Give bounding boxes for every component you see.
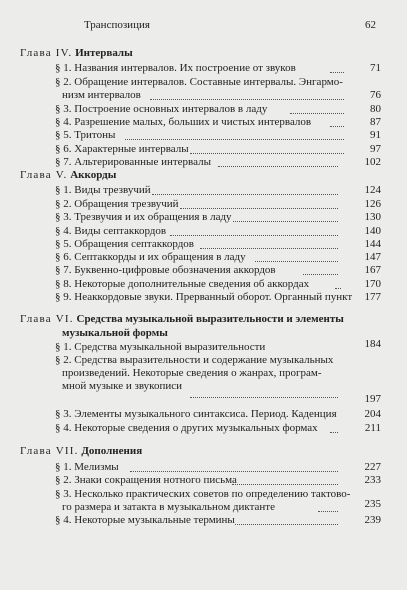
- toc-entry-page: 177: [364, 291, 381, 303]
- toc-entry-page: 144: [364, 238, 381, 250]
- chapter-label: Глава VII.: [20, 445, 79, 457]
- dot-leader: [125, 139, 344, 140]
- toc-entry-text: § 8. Некоторые дополнительные сведения об аккордах: [55, 278, 310, 290]
- chapter-7-heading: [20, 445, 142, 458]
- dot-leader: [330, 432, 338, 433]
- toc-entry-page: 235: [364, 498, 381, 510]
- dot-leader: [255, 261, 338, 262]
- dot-leader: [330, 126, 344, 127]
- toc-entry-text: § 2. Знаки сокращения нотного письма: [55, 474, 237, 486]
- toc-entry-page: 211: [364, 422, 381, 434]
- toc-entry-text: § 7. Альтерированные интервалы: [55, 156, 211, 168]
- dot-leader: [170, 235, 338, 236]
- dot-leader: [190, 153, 344, 154]
- toc-entry-page: 170: [364, 278, 381, 290]
- chapter-6-heading: [20, 313, 344, 326]
- chapter-title: Средства музыкальной выразительности и элементы: [76, 313, 344, 325]
- toc-entry-text: § 4. Некоторые музыкальные термины: [55, 514, 235, 526]
- toc-entry-page: 62: [365, 19, 376, 31]
- toc-entry-text: § 1. Виды трезвучий: [55, 184, 151, 196]
- toc-entry-text: произведений. Некоторые сведения о жанрах, програм-: [62, 367, 322, 379]
- toc-entry-text: § 7. Буквенно-цифровые обозначения аккордов: [55, 264, 276, 276]
- toc-entry-page: 124: [364, 184, 381, 196]
- toc-entry-text: низм интервалов: [62, 89, 141, 101]
- toc-entry-page: 233: [364, 474, 381, 486]
- toc-entry-text: § 2. Средства выразительности и содержание музыкальных: [55, 354, 334, 366]
- chapter-label: Глава V.: [20, 169, 68, 181]
- toc-entry-page: 87: [370, 116, 381, 128]
- toc-entry-text: § 1. Средства музыкальной выразительности: [55, 341, 266, 353]
- toc-entry-text: § 5. Обращения септаккордов: [55, 238, 194, 250]
- toc-entry-page: 97: [370, 143, 381, 155]
- toc-entry-text: § 6. Септаккорды и их обращения в ладу: [55, 251, 246, 263]
- dot-leader: [303, 274, 338, 275]
- dot-leader: [318, 511, 338, 512]
- dot-leader: [200, 248, 338, 249]
- toc-entry-text: го размера и затакта в музыкальном диктанте: [62, 501, 275, 513]
- toc-entry-text: § 3. Построение основных интервалов в ладу: [55, 103, 268, 115]
- chapter-4-heading: [20, 47, 133, 60]
- toc-entry-page: 239: [364, 514, 381, 526]
- dot-leader: [190, 397, 338, 398]
- toc-entry-page: 147: [364, 251, 381, 263]
- toc-entry-text: § 4. Виды септаккордов: [55, 225, 167, 237]
- toc-entry-page: 102: [364, 156, 381, 168]
- dot-leader: [152, 194, 338, 195]
- toc-entry-text: § 3. Элементы музыкального синтаксиса. Период. Каденция: [55, 408, 337, 420]
- toc-entry-text: § 4. Некоторые сведения о других музыкальных формах: [55, 422, 318, 434]
- dot-leader: [330, 72, 344, 73]
- toc-entry-page: 91: [370, 129, 381, 141]
- dot-leader: [233, 221, 338, 222]
- chapter-title-continued: музыкальной формы: [62, 327, 168, 339]
- chapter-6-heading-line2: [62, 327, 168, 340]
- toc-entry-text: § 9. Неаккордовые звуки. Прерванный оборот. Органный пункт: [55, 291, 353, 303]
- toc-entry-text: § 6. Характерные интервалы: [55, 143, 189, 155]
- toc-entry-page: 80: [370, 103, 381, 115]
- dot-leader: [150, 99, 344, 100]
- toc-entry-text: § 1. Названия интервалов. Их построение от звуков: [55, 62, 296, 74]
- chapter-label: Глава VI.: [20, 313, 74, 325]
- dot-leader: [290, 113, 344, 114]
- dot-leader: [232, 484, 338, 485]
- toc-entry-page: 71: [370, 62, 381, 74]
- chapter-5-heading: [20, 169, 116, 182]
- toc-entry-page: 204: [364, 408, 381, 420]
- dot-leader: [218, 166, 338, 167]
- toc-entry-text: § 3. Трезвучия и их обращения в ладу: [55, 211, 232, 223]
- toc-entry-text: § 3. Несколько практических советов по определению тактово-: [55, 488, 351, 500]
- dot-leader: [130, 471, 338, 472]
- dot-leader: [235, 524, 338, 525]
- toc-entry-text: § 4. Разрешение малых, больших и чистых интервалов: [55, 116, 312, 128]
- dot-leader: [180, 208, 338, 209]
- toc-entry-page: 167: [364, 264, 381, 276]
- toc-entry-text: мной музыке и звукописи: [62, 380, 183, 392]
- toc-entry-text: Транспозиция: [84, 19, 150, 31]
- toc-entry-page: 130: [364, 211, 381, 223]
- toc-entry-page: 140: [364, 225, 381, 237]
- toc-entry-page: 126: [364, 198, 381, 210]
- toc-entry-page: 197: [364, 393, 381, 405]
- chapter-title: Аккорды: [70, 169, 117, 181]
- toc-entry-text: § 1. Мелизмы: [55, 461, 119, 473]
- toc-entry-text: § 5. Тритоны: [55, 129, 116, 141]
- chapter-label: Глава IV.: [20, 47, 73, 59]
- toc-entry-page: 76: [370, 89, 381, 101]
- toc-entry-text: § 2. Обращения трезвучий: [55, 198, 179, 210]
- dot-leader: [335, 288, 341, 289]
- toc-entry-page: 227: [364, 461, 381, 473]
- chapter-title: Интервалы: [75, 47, 133, 59]
- toc-entry-text: § 2. Обращение интервалов. Составные интервалы. Энгармо-: [55, 76, 343, 88]
- toc-entry-page: 184: [364, 338, 381, 350]
- chapter-title: Дополнения: [81, 445, 143, 457]
